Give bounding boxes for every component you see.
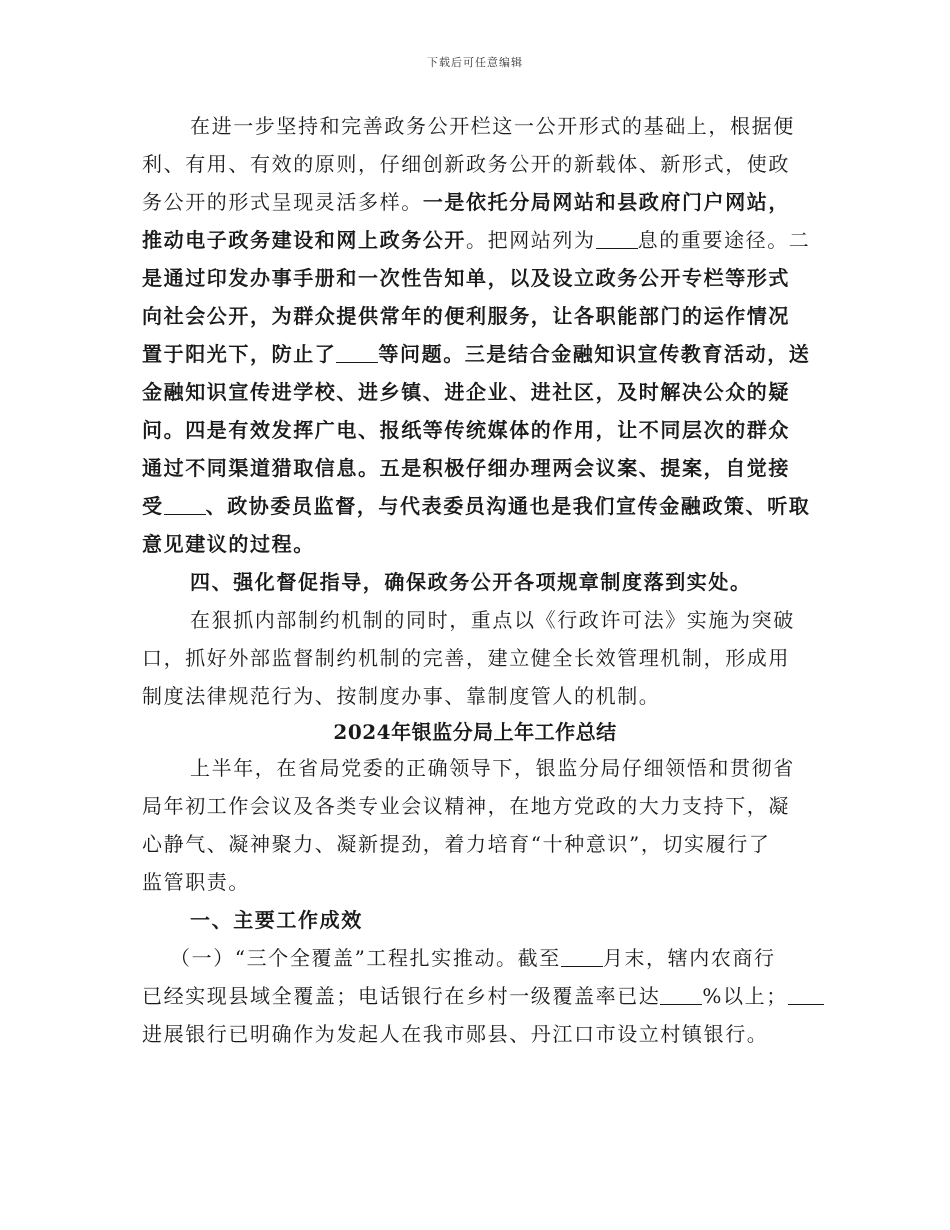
section1-text: （一）“三个全覆盖”工程扎实推动。截至 <box>170 946 561 970</box>
blank-field <box>788 984 824 1005</box>
section1-text: 已经实现县域全覆盖；电话银行在乡村一级覆盖率已达 <box>142 984 661 1008</box>
p1-line-11 <box>142 492 810 520</box>
section4-heading: 四、强化督促指导，确保政务公开各项规章制度落到实处。 <box>190 570 752 594</box>
p1-line-1: 在进一步坚持和完善政务公开栏这一公开形式的基础上，根据便 <box>190 114 795 138</box>
section4-line-2: 口，抓好外部监督制约机制的完善，建立健全长效管理机制，形成用 <box>142 646 790 670</box>
section4-line-3: 制度法律规范行为、按制度办事、靠制度管人的机制。 <box>142 684 661 708</box>
section1-line-3: 进展银行已明确作为发起人在我市郧县、丹江口市设立村镇银行。 <box>142 1022 769 1046</box>
section1-text: %以上； <box>702 984 788 1008</box>
p1-line-7 <box>142 340 810 368</box>
p1-line-10: 通过不同渠道猎取信息。五是积极仔细办理两会议案、提案，自觉接 <box>142 456 790 480</box>
intro-line-4: 监管职责。 <box>142 870 250 894</box>
p1-bold-text: 一是依托分局网站和县政府门户网站， <box>422 190 791 214</box>
p1-line-5: 是通过印发办事手册和一次性告知单，以及设立政务公开专栏等形式 <box>142 266 790 290</box>
p1-line-8: 金融知识宣传进学校、进乡镇、进企业、进社区，及时解决公众的疑 <box>142 380 790 404</box>
blank-field <box>336 342 378 363</box>
page-header: 下载后可任意编辑 <box>427 56 523 69</box>
section1-line-2 <box>142 982 824 1010</box>
section1-heading: 一、主要工作成效 <box>190 908 363 932</box>
intro-line-3: 心静气、凝神聚力、凝新提劲，着力培育“十种意识”，切实履行了 <box>142 832 771 856</box>
p1-line-4 <box>142 226 810 254</box>
p1-bold-text: 等问题。三是结合金融知识宣传教育活动，送 <box>378 342 811 366</box>
p1-text: 息的重要途径。二 <box>637 228 811 252</box>
p1-bold-text: 推动电子政务建设和网上政务公开 <box>142 228 466 252</box>
section4-line-1: 在狠抓内部制约机制的同时，重点以《行政许可法》实施为突破 <box>190 608 795 632</box>
section1-text: 月末，辖内农商行 <box>602 946 776 970</box>
document-title: 2024年银监分局上年工作总结 <box>333 720 617 744</box>
p1-text: 。把网站列为 <box>466 228 596 252</box>
p1-line-6: 向社会公开，为群众提供常年的便利服务，让各职能部门的运作情况 <box>142 304 790 328</box>
blank-field <box>561 946 603 967</box>
intro-line-1: 上半年，在省局党委的正确领导下，银监分局仔细领悟和贯彻省 <box>190 756 795 780</box>
p1-line-12: 意见建议的过程。 <box>142 532 315 556</box>
p1-line-3 <box>142 188 790 216</box>
p1-text: 务公开的形式呈现灵活多样。 <box>142 190 423 214</box>
p1-line-9: 问。四是有效发挥广电、报纸等传统媒体的作用，让不同层次的群众 <box>142 418 790 442</box>
p1-bold-text: 置于阳光下，防止了 <box>142 342 337 366</box>
p1-bold-text: 受 <box>142 494 164 518</box>
p1-bold-text: 、政协委员监督，与代表委员沟通也是我们宣传金融政策、听取 <box>205 494 811 518</box>
section1-line-1 <box>170 944 776 972</box>
blank-field <box>164 494 206 515</box>
p1-line-2: 利、有用、有效的原则，仔细创新政务公开的新载体、新形式，使政 <box>142 152 790 176</box>
intro-line-2: 局年初工作会议及各类专业会议精神，在地方党政的大力支持下，凝 <box>142 794 790 818</box>
blank-field <box>596 228 638 249</box>
blank-field <box>660 984 702 1005</box>
